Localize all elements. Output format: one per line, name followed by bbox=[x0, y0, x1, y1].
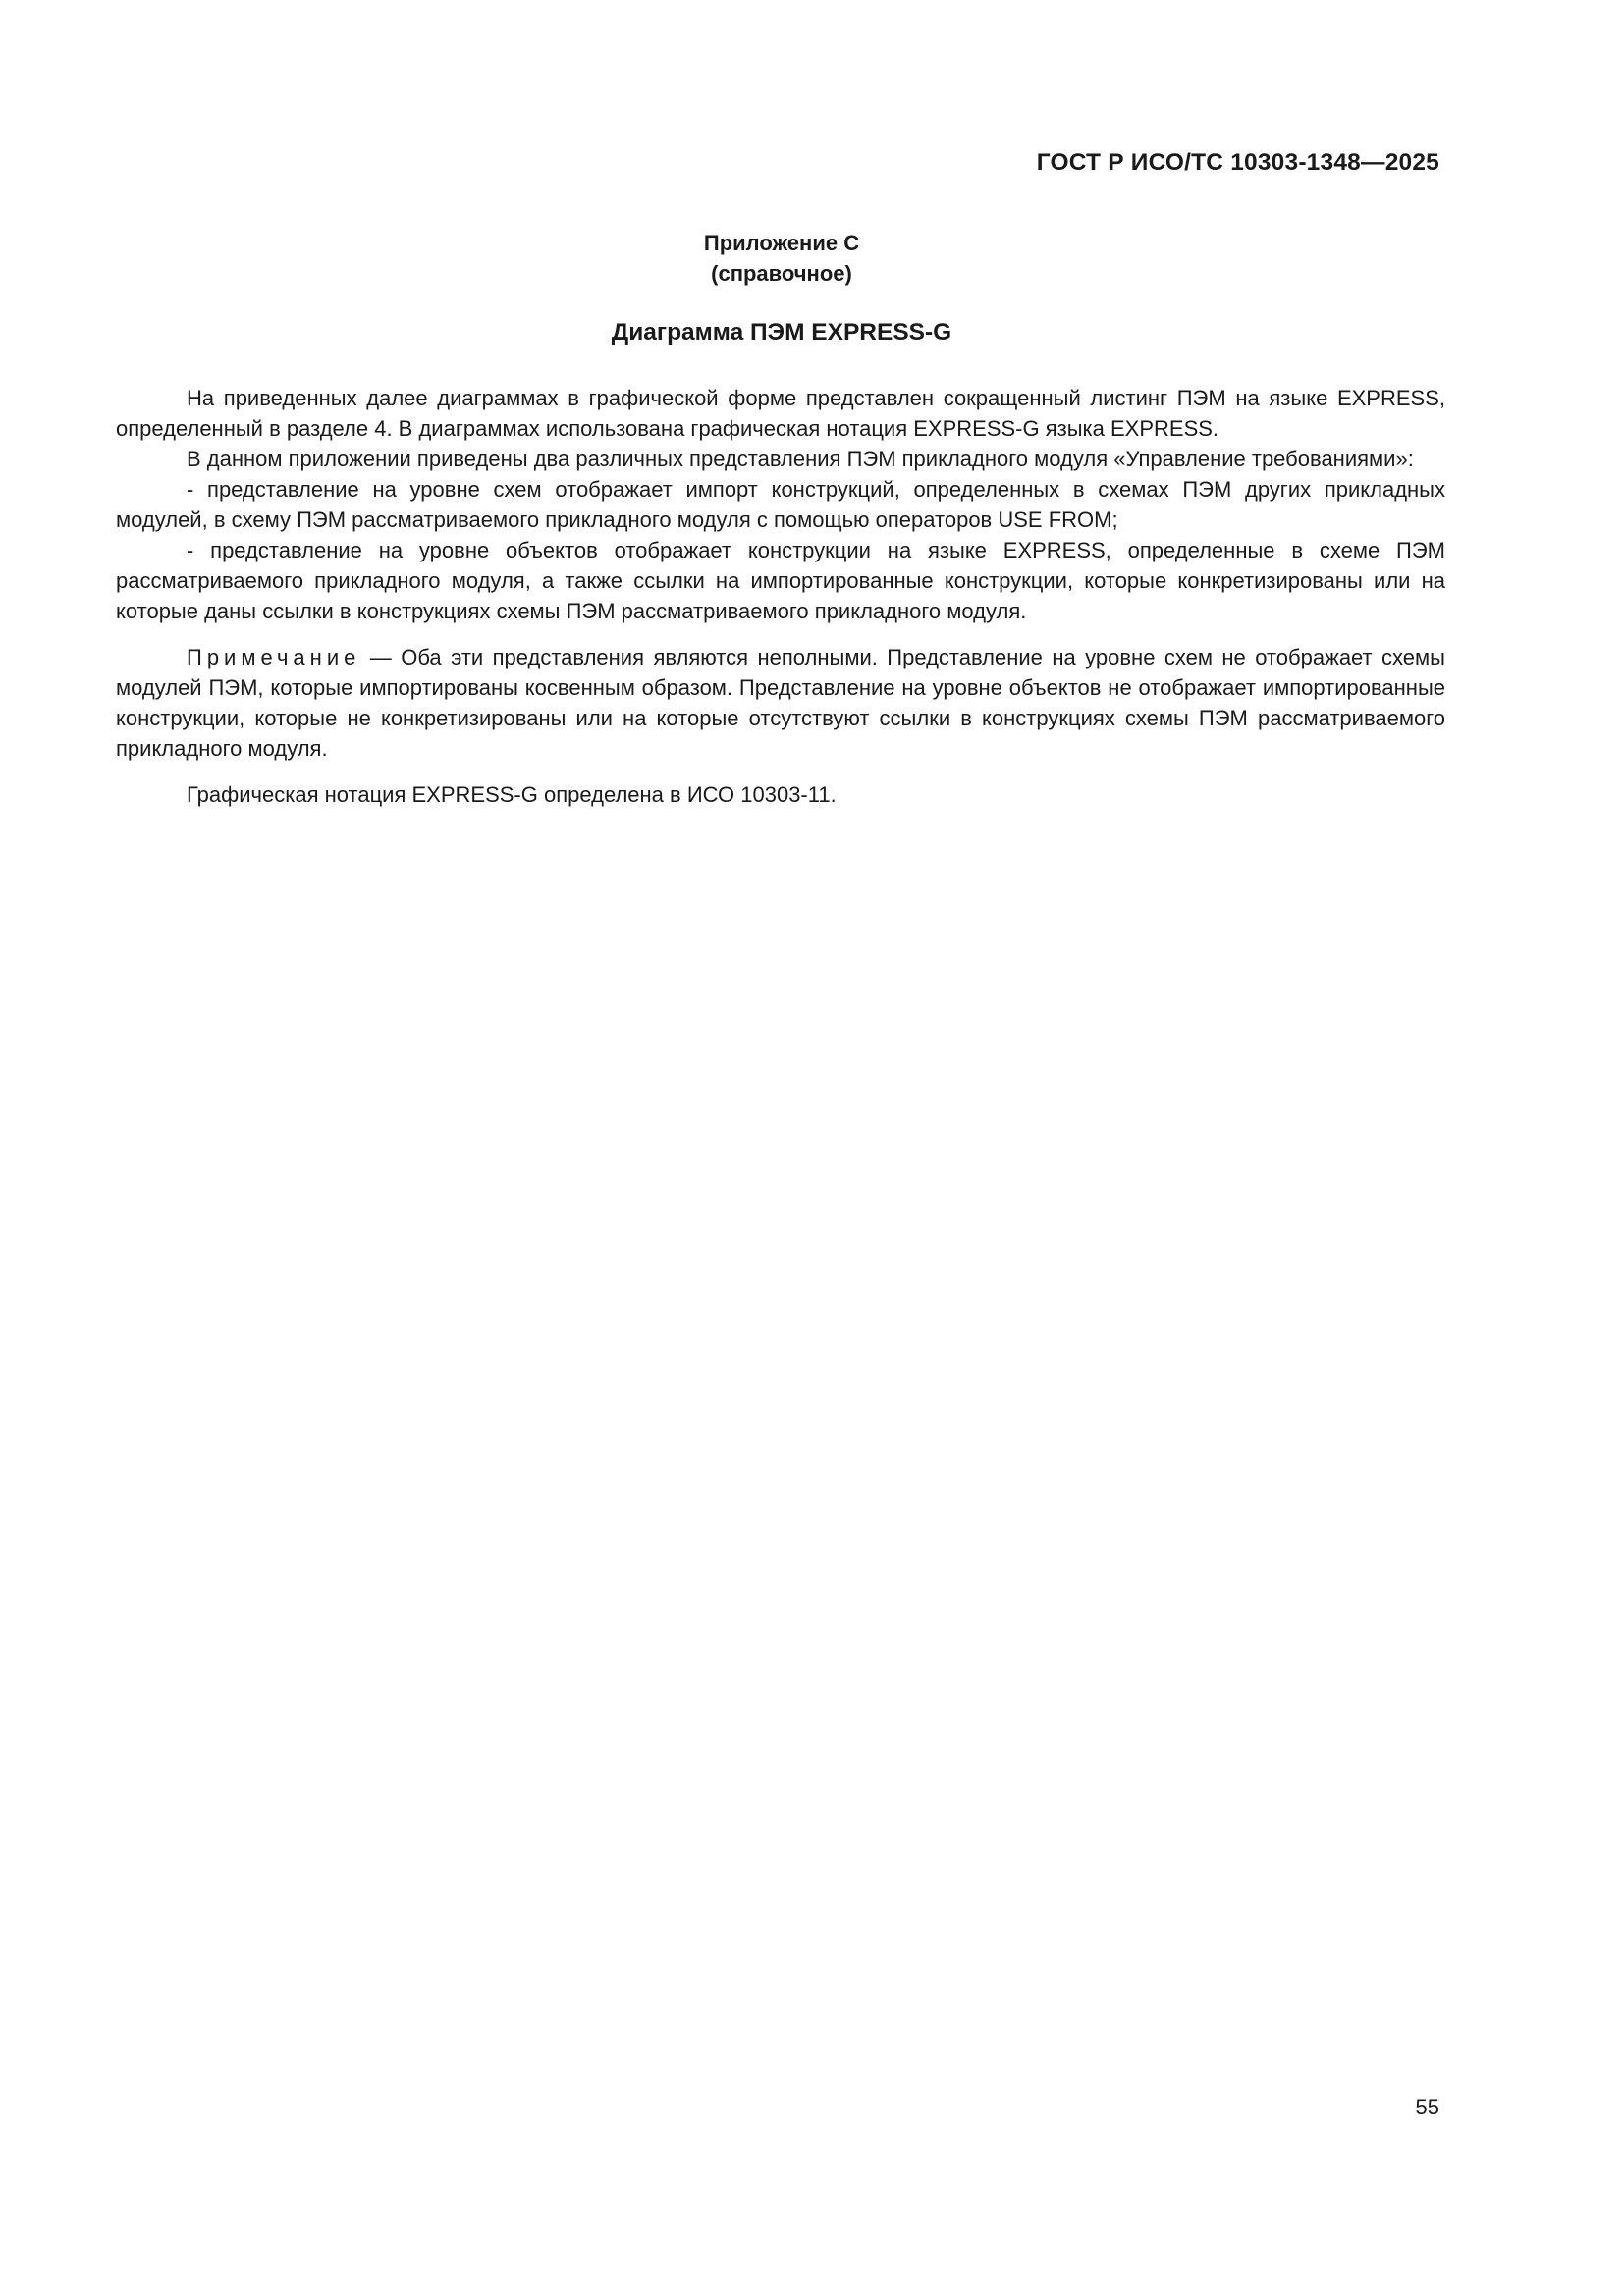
body-text bbox=[116, 383, 1445, 810]
note-text: Оба эти представления являются неполными. Представление на уровне схем не отображает схемы модулей ПЭМ, которые импортированы косвенным образом. Представление на уровне объектов не отображает импортированные конструкции, которые не конкретизированы или на которые отсутствуют ссылки в конструкциях схемы ПЭМ рассматриваемого прикладного модуля. bbox=[116, 645, 1445, 761]
document-code: ГОСТ Р ИСО/ТС 10303-1348—2025 bbox=[1036, 149, 1439, 176]
annex-heading bbox=[0, 228, 1563, 289]
list-item-schema-level: - представление на уровне схем отображает импорт конструкций, определенных в схемах ПЭМ других прикладных модулей, в схему ПЭМ рассматриваемого прикладного модуля с помощью операторов USE FROM; bbox=[116, 477, 1445, 532]
note-dash: — bbox=[360, 645, 402, 669]
page-number: 55 bbox=[1415, 2095, 1439, 2119]
annex-label: Приложение C bbox=[703, 231, 860, 255]
note-label: Примечание bbox=[187, 645, 361, 669]
annex-status: (справочное) bbox=[711, 261, 852, 286]
list-item-object-level: - представление на уровне объектов отображает конструкции на языке EXPRESS, определенные в схеме ПЭМ рассматриваемого прикладного модуля, а также ссылки на импортированные конструкции, которые конкретизированы или на которые даны ссылки в конструкциях схемы ПЭМ рассматриваемого прикладного модуля. bbox=[116, 538, 1445, 623]
note-paragraph bbox=[116, 642, 1445, 764]
paragraph-notation: Графическая нотация EXPRESS-G определена в ИСО 10303-11. bbox=[187, 782, 837, 807]
paragraph-intro: На приведенных далее диаграммах в графической форме представлен сокращенный листинг ПЭМ на языке EXPRESS, определенный в разделе 4. В диаграммах использована графическая нотация EXPRESS-G языка EXPRESS. bbox=[116, 386, 1445, 441]
annex-title: Диаграмма ПЭМ EXPRESS-G bbox=[611, 319, 952, 346]
paragraph-representations: В данном приложении приведены два различных представления ПЭМ прикладного модуля «Управление требованиями»: bbox=[187, 447, 1414, 471]
